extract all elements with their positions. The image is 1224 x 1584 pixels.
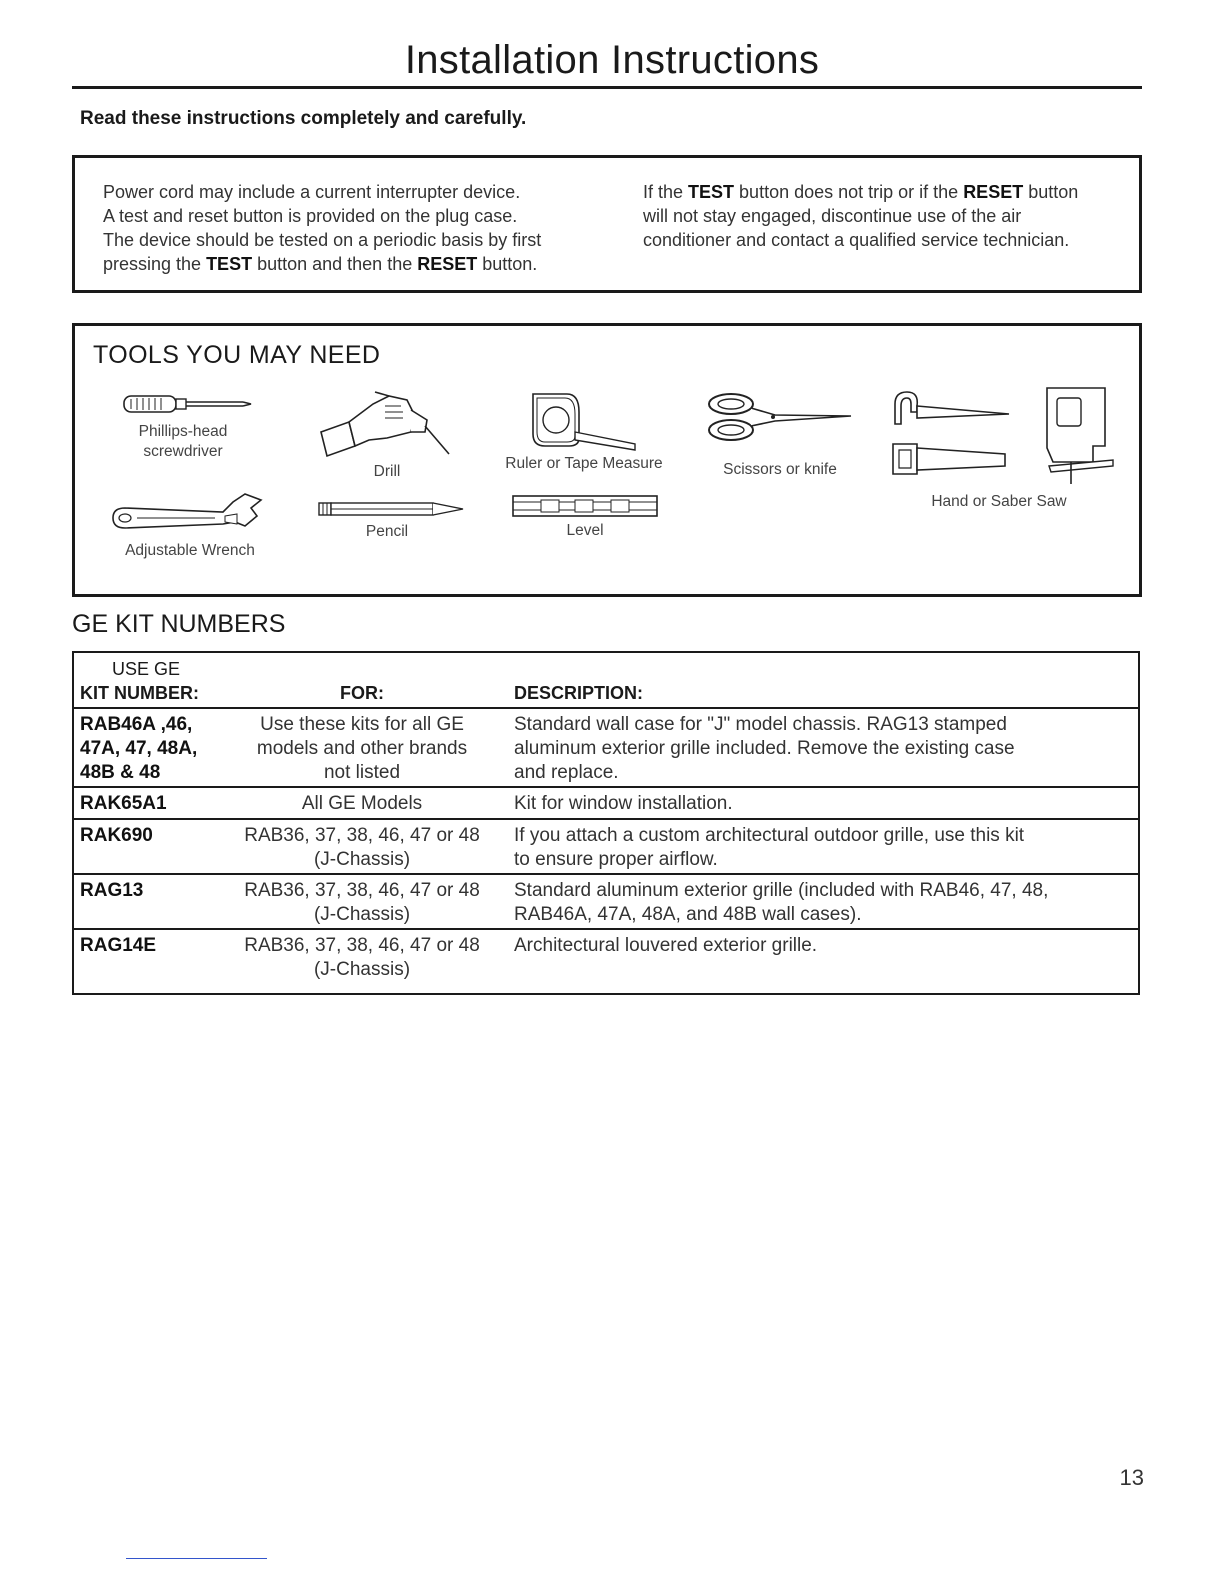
scissors-label: Scissors or knife (723, 461, 837, 478)
table-row: RAG14E RAB36, 37, 38, 46, 47 or 48 (J-Chassis) Architectural louvered exterior grille. (80, 935, 818, 980)
tools-heading: TOOLS YOU MAY NEED (93, 341, 381, 369)
kit-numbers-table (72, 651, 1140, 995)
tools-section (72, 323, 1142, 597)
screwdriver-label: Phillips-head screwdriver (138, 423, 228, 460)
notice-line: pressing the TEST button and then the RESET button. (103, 254, 538, 274)
header-kit-number: KIT NUMBER: (80, 683, 199, 703)
pencil-label: Pencil (365, 523, 409, 540)
wrench-label: Adjustable Wrench (125, 542, 255, 559)
tape-measure-icon (523, 388, 643, 454)
title-divider (72, 86, 1142, 89)
power-cord-notice-right (643, 180, 1123, 252)
notice-line: conditioner and contact a qualified service technician. (643, 230, 1070, 250)
wrench-icon (111, 490, 263, 542)
kit-numbers-heading: GE KIT NUMBERS (72, 610, 286, 638)
notice-line: Power cord may include a current interrupter device. (103, 182, 521, 202)
scissors-icon (705, 390, 855, 448)
power-cord-notice (72, 155, 1142, 293)
power-cord-notice-left (103, 180, 603, 276)
page-number: 13 (1119, 1465, 1144, 1490)
hand-saw-icon (887, 390, 1015, 482)
table-row: RAB46A ,46, 47A, 47, 48A, 48B & 48 Use these kits for all GE models and other brands not listed Standard wall case for "J" model chassis. RAG13 stamped aluminum exterior grille included. Remove the existing case and replace. (74, 709, 1138, 788)
level-icon (511, 494, 659, 518)
footer-link-underline[interactable] (126, 1558, 267, 1559)
header-for: FOR: (340, 683, 384, 703)
table-row: RAG13 RAB36, 37, 38, 46, 47 or 48 (J-Chassis) Standard aluminum exterior grille (included with RAB46, 47, 48, RAB46A, 47A, 48A, and 48B wall cases). (74, 875, 1138, 930)
saw-label: Hand or Saber Saw (931, 493, 1067, 510)
tape-measure-label: Ruler or Tape Measure (505, 455, 663, 472)
header-description: DESCRIPTION: (514, 683, 644, 703)
table-header (74, 653, 1138, 709)
notice-line: A test and reset button is provided on the plug case. (103, 206, 518, 226)
header-use-ge: USE GE (112, 659, 181, 679)
notice-line: The device should be tested on a periodic basis by first (103, 230, 542, 250)
drill-icon (315, 386, 455, 462)
notice-line: If the TEST button does not trip or if the RESET button (643, 182, 1079, 202)
drill-label: Drill (373, 463, 401, 480)
intro-text: Read these instructions completely and carefully. (80, 108, 527, 129)
level-label: Level (566, 522, 604, 539)
table-row: RAK690 RAB36, 37, 38, 46, 47 or 48 (J-Chassis) If you attach a custom architectural outdoor grille, use this kit to ensure proper airflow. (74, 820, 1138, 875)
pencil-icon (317, 500, 467, 518)
page-title: Installation Instructions (404, 38, 820, 82)
table-row: RAK65A1 All GE Models Kit for window installation. (74, 788, 1138, 820)
saber-saw-icon (1023, 384, 1115, 488)
screwdriver-icon (123, 392, 253, 416)
notice-line: will not stay engaged, discontinue use of the air (643, 206, 1022, 226)
